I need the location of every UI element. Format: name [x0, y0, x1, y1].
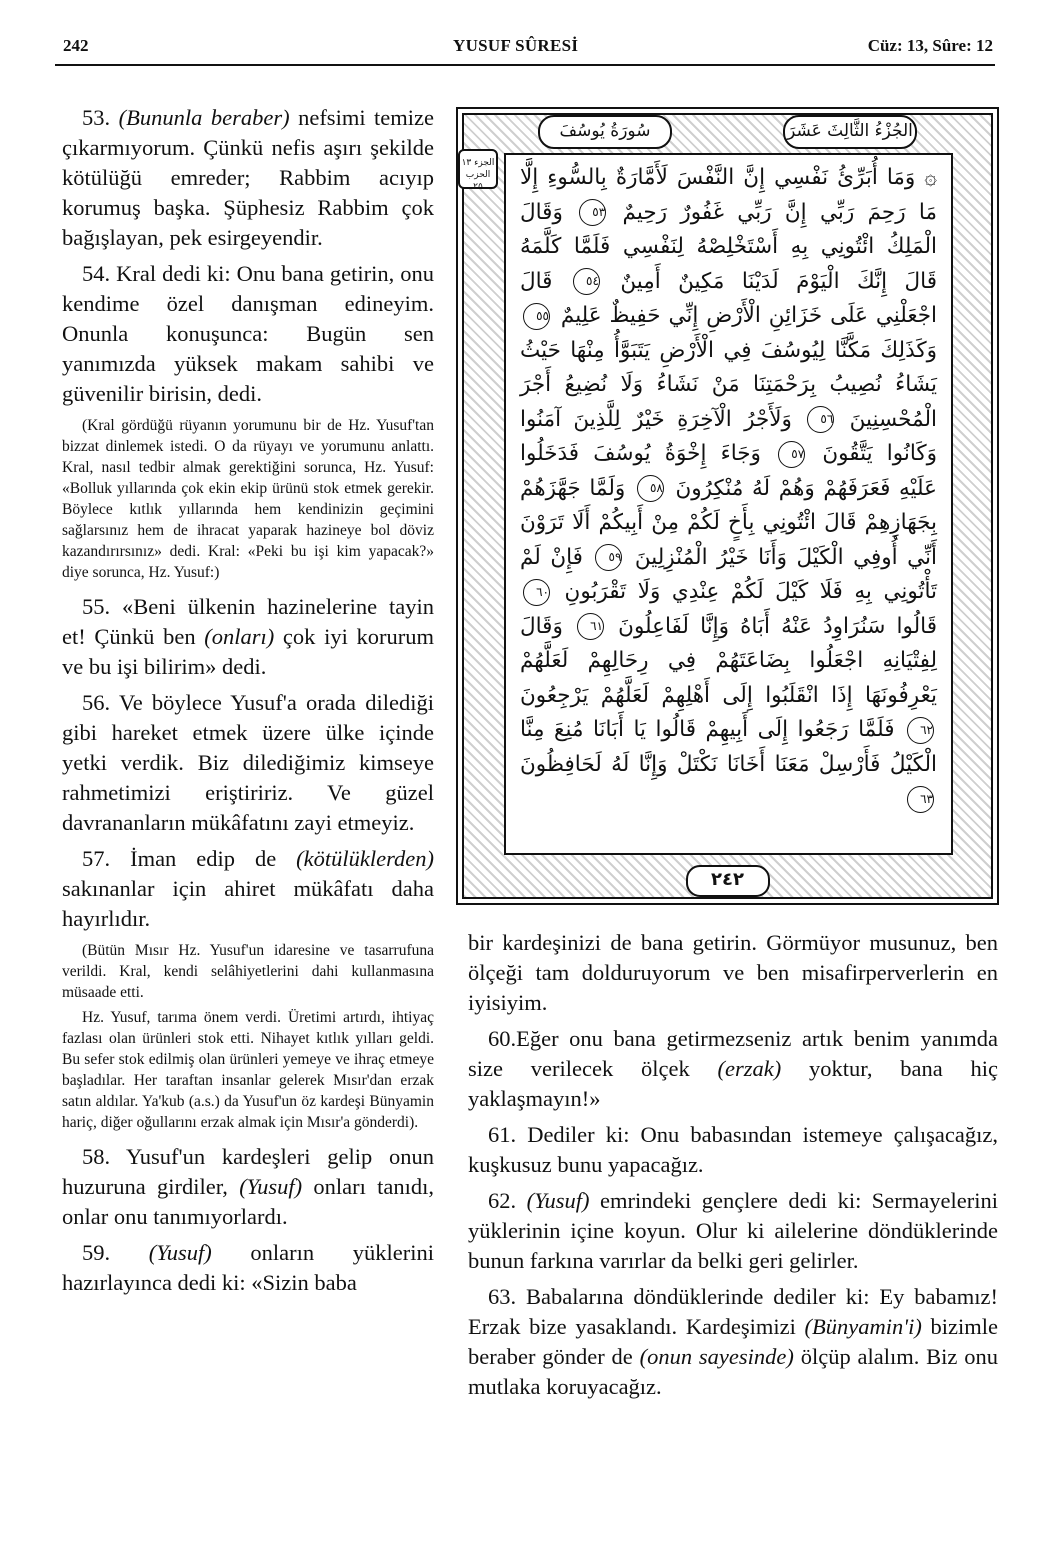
arabic-verse-text: قَالَ اجْعَلْنِي عَلَى خَزَائِنِ الْأَرْضِ إِنِّي حَفِيظٌ عَلِيمٌ [520, 268, 937, 328]
arabic-verse-text: فَإِنْ لَمْ تَأْتُونِي بِهِ فَلَا كَيْلَ لَكُمْ عِنْدِي وَلَا تَقْرَبُونِ [520, 544, 937, 604]
arabic-verse-text: وَجَاءَ إِخْوَةُ يُوسُفَ فَدَخَلُوا عَلَيْهِ فَعَرَفَهُمْ وَهُمْ لَهُ مُنْكِرُونَ [520, 441, 937, 501]
arabic-verse-text: وَقَالَ لِفِتْيَانِهِ اجْعَلُوا بِضَاعَتَهُمْ فِي رِحَالِهِمْ لَعَلَّهُمْ يَعْرِفُونَهَا إِذَا انْقَلَبُوا إِلَى أَهْلِهِمْ لَعَلَّهُمْ يَرْجِعُونَ [520, 613, 937, 708]
verse-number-marker: ٥٨ [637, 475, 664, 502]
sura-title: YUSUF SÛRESİ [453, 36, 579, 55]
verse-59-continued: bir kardeşinizi de bana getirin. Görmüyor musunuz, ben ölçeği tam dolduruyorum ve ben misafirperverlerin en iyisiyim. [468, 930, 998, 1015]
verse-55: 55. «Beni ülkenin hazinelerine tayin et! Çünkü ben (onları) çok iyi korurum ve bu işi bilirim» dedi. [62, 594, 434, 679]
hizb-marker: الجزء ١٣ الحزب ٢٥ [458, 149, 498, 189]
verse-53: 53. (Bununla beraber) nefsimi temize çıkarmıyorum. Çünkü nefis aşırı şekilde kötülüğü emreder; Rabbim acıyıp korumuş başka. Şüphesiz Rabbim çok bağışlayan, pek esirgeyendir. [62, 105, 435, 250]
commentary-note: (Bütün Mısır Hz. Yusuf'un idaresine ve tasarrufuna verildi. Kral, kendi selâhiyetlerini dahi kullanmasına müsaade etti. [62, 942, 434, 1001]
verse-number-marker: ٥٩ [595, 544, 622, 571]
right-translation-column [468, 928, 998, 1408]
verse-63: 63. Babalarına döndüklerinde dediler ki: Ey babamız! Erzak bize yasaklandı. Kardeşimizi (Bünyamin'i) bizimle beraber gönder de (onun sayesinde) ölçüp alalım. Biz onu mutlaka koruyacağız. [468, 1284, 998, 1399]
arabic-verse-text: وَلَأَجْرُ الْآخِرَةِ خَيْرٌ لِلَّذِينَ آمَنُوا وَكَانُوا يَتَّقُونَ [520, 406, 937, 466]
verse-number-marker: ٥٦ [807, 406, 834, 433]
arabic-verse-text: قَالُوا سَنُرَاوِدُ عَنْهُ أَبَاهُ وَإِنَّا لَفَاعِلُونَ [607, 613, 937, 639]
mushaf-page-frame [456, 107, 999, 905]
arabic-verse-text: ۞ وَمَا أُبَرِّئُ نَفْسِي إِنَّ النَّفْسَ لَأَمَّارَةٌ بِالسُّوءِ إِلَّا مَا رَحِمَ رَبِّي إِنَّ رَبِّي غَفُورٌ رَحِيمٌ [520, 165, 937, 225]
verse-number-marker: ٥٥ [523, 303, 550, 330]
commentary-note: (Kral gördüğü rüyanın yorumunu bir de Hz. Yusuf'tan bizzat dinlemek istedi. O da rüyayı ve yorumunu anlattı. Kral, nasıl tedbir almak gerektiğini sorunca, Hz. Yusuf: «Bolluk yıllarında çok ekin ekip ürünü stok etmek gerekir. Böylece kıtlık yıllarında hem kendinizin geçimini sağlarsınız hem de ihracat yaparak hazineye bol döviz kazandırırsınız» dedi. Kral: «Peki bu işi kim yapacak?» diye sorunca, Hz. Yusuf:) [62, 417, 434, 581]
arabic-verse-text: وَلَمَّا جَهَّزَهُمْ بِجَهَازِهِمْ قَالَ ائْتُونِي بِأَخٍ لَكُمْ مِنْ أَبِيكُمْ أَلَا تَرَوْنَ أَنِّي أُوفِي الْكَيْلَ وَأَنَا خَيْرُ الْمُنْزِلِينَ [520, 475, 937, 570]
juz-sura-info: Cüz: 13, Sûre: 12 [867, 36, 993, 55]
arabic-text-panel [504, 153, 953, 855]
verse-56: 56. Ve böylece Yusuf'a orada dilediği gibi hareket etmek üzere ülke içinde yetki verdik. Biz dilediğimiz kimseye rahmetimizi eriştiririz. Ve güzel davrananların mükâfatını zayi etmeyiz. [62, 690, 434, 835]
arabic-verses [506, 155, 951, 823]
verse-number-marker: ٦١ [577, 613, 604, 640]
verse-61: 61. Dediler ki: Onu babasından istemeye çalışacağız, kuşkusuz bunu yapacağız. [468, 1122, 998, 1177]
verse-number-marker: ٥٣ [579, 199, 606, 226]
verse-number-marker: ٥٤ [573, 268, 600, 295]
arabic-verse-text: وَكَذَلِكَ مَكَّنَّا لِيُوسُفَ فِي الْأَرْضِ يَتَبَوَّأُ مِنْهَا حَيْثُ يَشَاءُ نُصِيبُ بِرَحْمَتِنَا مَنْ نَشَاءُ وَلَا نُضِيعُ أَجْرَ الْمُحْسِنِينَ [520, 337, 937, 432]
sura-cartouche: سُورَةُ يُوسُفَ [538, 115, 672, 149]
page-number: 242 [63, 36, 89, 55]
verse-54: 54. Kral dedi ki: Onu bana getirin, onu kendime özel danışman edineyim. Onunla konuşunca: Bugün sen yanımızda yüksek makam sahibi ve güvenilir birisin, dedi. [62, 261, 434, 406]
verse-60: 60.Eğer onu bana getirmezseniz artık benim yanımda size verilecek ölçek (erzak) yoktur, bana hiç yaklaşmayın!» [468, 1026, 998, 1111]
verse-62: 62. (Yusuf) emrindeki gençlere dedi ki: Sermayelerini yüklerinin içine koyun. Olur ki ailelerine döndüklerinde bunun farkına varırlar da belki geri gelirler. [468, 1188, 998, 1273]
juz-cartouche: الجُزْءُ الثَّالِثَ عَشَرَ [783, 115, 917, 149]
arabic-page-number: ٢٤٢ [686, 865, 770, 897]
arabic-verse-text: فَلَمَّا رَجَعُوا إِلَى أَبِيهِمْ قَالُوا يَا أَبَانَا مُنِعَ مِنَّا الْكَيْلُ فَأَرْسِلْ مَعَنَا أَخَانَا نَكْتَلْ وَإِنَّا لَهُ لَحَافِظُونَ [520, 717, 937, 777]
verse-59: 59. (Yusuf) onların yüklerini hazırlayınca dedi ki: «Sizin baba [62, 1240, 435, 1295]
arabic-verse-text: وَقَالَ الْمَلِكُ ائْتُونِي بِهِ أَسْتَخْلِصْهُ لِنَفْسِي فَلَمَّا كَلَّمَهُ قَالَ إِنَّكَ الْيَوْمَ لَدَيْنَا مَكِينٌ أَمِينٌ [520, 199, 937, 294]
verse-number-marker: ٦٣ [907, 786, 934, 813]
commentary-note: Hz. Yusuf, tarıma önem verdi. Üretimi artırdı, ihtiyaç fazlası olan ürünleri stok etti. Nihayet kıtlık yılları geldi. Bu sefer stok edilmiş olan ürünleri yemeye ve ihraç etmeye başladılar. Her taraftan insanlar gelerek Mısır'dan erzak satın aldılar. Ya'kub (a.s.) da Yusuf'un öz kardeşi Bünyamin hariç, diğer oğullarını erzak almak için Mısır'a gönderdi). [62, 1009, 434, 1131]
verse-number-marker: ٦٠ [523, 579, 550, 606]
verse-58: 58. Yusuf'un kardeşleri gelip onun huzuruna girdiler, (Yusuf) onları tanıdı, onlar onu tanımıyorlardı. [62, 1144, 434, 1229]
left-translation-column [62, 103, 434, 1304]
verse-57: 57. İman edip de (kötülüklerden) sakınanlar için ahiret mükâfatı daha hayırlıdır. [62, 846, 434, 931]
verse-number-marker: ٦٢ [907, 717, 934, 744]
page-header [55, 32, 995, 66]
verse-number-marker: ٥٧ [778, 441, 805, 468]
